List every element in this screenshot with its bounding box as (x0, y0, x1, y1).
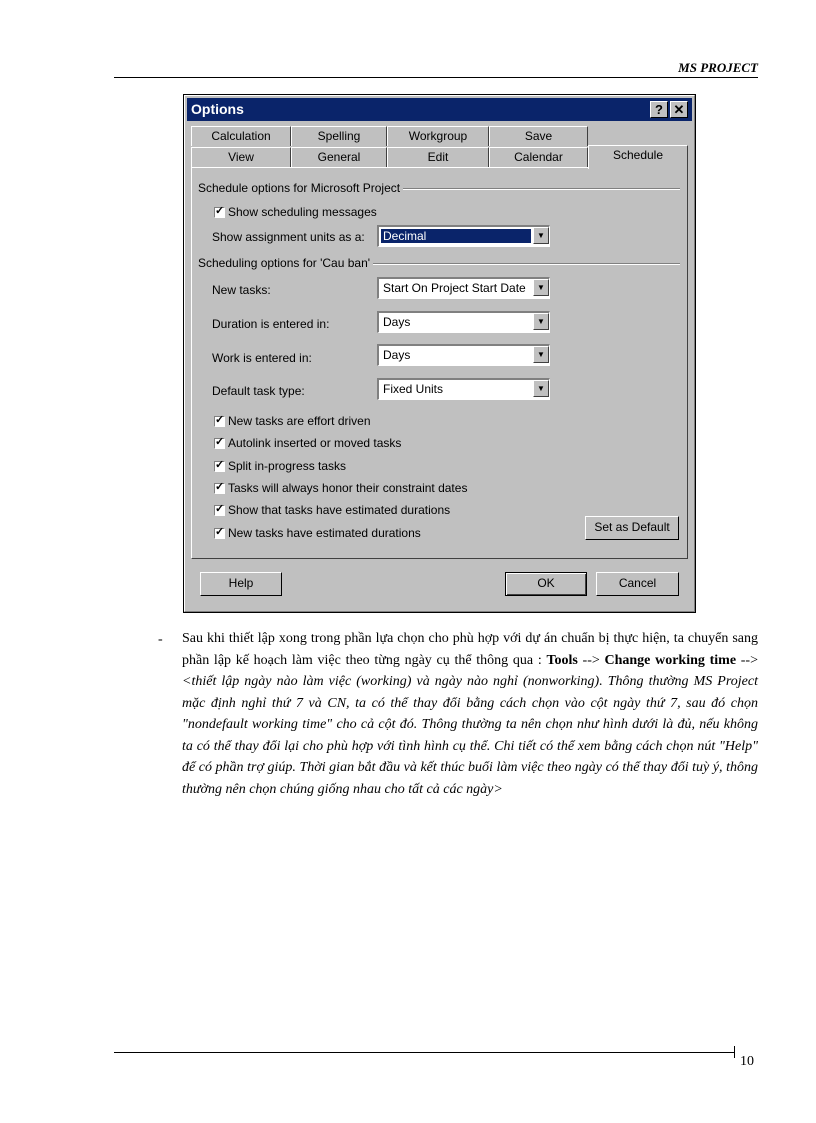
arrow-text: --> (736, 652, 758, 668)
paragraph-italic: <thiết lập ngày nào làm việc (working) và ngày nào nghỉ (nonworking). Thông thường MS Project mặc định nghỉ thứ 7 và CN, ta có thể thay đổi bằng cách chọn vào cột ngày thứ 7, sau đó chọn "nondefault working time" cho cả cột đó. Thông thường ta nên chọn như hình dưới là đủ, nếu không ta có thể thay đổi lại cho phù hợp với tình hình cụ thể. Chi tiết có thể xem bằng cách chọn nút "Help" để có phần trợ giúp. Thời gian bắt đầu và kết thúc buổi làm việc theo ngày có thể thay đổi tuỳ ý, thông thường nên chọn chúng giống nhau cho tất cả các ngày> (182, 674, 758, 797)
tab-view[interactable]: View (191, 147, 291, 167)
close-icon[interactable]: ✕ (670, 101, 688, 118)
tab-workgroup[interactable]: Workgroup (387, 126, 489, 146)
page-number: 10 (740, 1054, 754, 1069)
tab-edit[interactable]: Edit (387, 147, 489, 167)
assignment-units-label: Show assignment units as a: (212, 230, 365, 244)
title-bar[interactable] (187, 98, 692, 121)
chevron-down-icon[interactable]: ▼ (533, 227, 549, 244)
show-scheduling-messages-checkbox[interactable] (214, 207, 225, 218)
new-tasks-select[interactable] (377, 277, 550, 299)
help-button[interactable]: Help (200, 572, 282, 596)
chevron-down-icon[interactable]: ▼ (533, 346, 549, 363)
chevron-down-icon[interactable]: ▼ (533, 380, 549, 397)
duration-label: Duration is entered in: (212, 317, 330, 331)
task-type-label: Default task type: (212, 384, 305, 398)
new-tasks-label: New tasks: (212, 283, 271, 297)
ok-button[interactable]: OK (505, 572, 587, 596)
tab-general[interactable]: General (291, 147, 387, 167)
effort-driven-label: New tasks are effort driven (228, 414, 371, 428)
new-tasks-value: Start On Project Start Date (383, 281, 526, 295)
split-in-progress-label: Split in-progress tasks (228, 459, 347, 473)
group-schedule-options-title: Schedule options for Microsoft Project (198, 181, 403, 195)
paragraph-intro: Sau khi thiết lập xong trong phần lựa chọn cho phù hợp với dự án chuẩn bị thực hiện, ta chuyển sang phần lập kế hoạch làm việc theo từng ngày cụ thể thông qua : (182, 631, 758, 668)
autolink-checkbox[interactable] (214, 438, 225, 449)
change-working-time-text: Change working time (604, 652, 737, 668)
options-dialog (183, 94, 696, 613)
new-estimated-label: New tasks have estimated durations (228, 526, 421, 540)
tab-schedule[interactable]: Schedule (588, 145, 688, 169)
split-in-progress-checkbox[interactable] (214, 461, 225, 472)
tab-calendar[interactable]: Calendar (489, 147, 588, 167)
help-icon[interactable]: ? (650, 101, 668, 118)
task-type-value: Fixed Units (383, 382, 444, 396)
running-header: MS PROJECT (678, 60, 758, 75)
dialog-title: Options (191, 101, 244, 117)
work-select[interactable] (377, 344, 550, 366)
work-label: Work is entered in: (212, 351, 312, 365)
tab-save[interactable]: Save (489, 126, 588, 146)
chevron-down-icon[interactable]: ▼ (533, 313, 549, 330)
duration-value: Days (383, 315, 411, 329)
tools-menu-text: Tools (546, 652, 578, 668)
tab-spelling[interactable]: Spelling (291, 126, 387, 146)
group-scheduling-options-title: Scheduling options for 'Cau ban' (198, 256, 373, 270)
show-estimated-checkbox[interactable] (214, 505, 225, 516)
cancel-button[interactable]: Cancel (596, 572, 679, 596)
chevron-down-icon[interactable]: ▼ (533, 279, 549, 296)
duration-select[interactable] (377, 311, 550, 333)
assignment-units-select[interactable] (377, 225, 550, 247)
autolink-label: Autolink inserted or moved tasks (228, 436, 402, 450)
new-estimated-checkbox[interactable] (214, 528, 225, 539)
honor-constraints-label: Tasks will always honor their constraint dates (228, 481, 468, 495)
effort-driven-checkbox[interactable] (214, 416, 225, 427)
set-as-default-button[interactable]: Set as Default (585, 516, 679, 540)
show-scheduling-messages-label: Show scheduling messages (228, 205, 377, 219)
arrow-text: --> (577, 652, 605, 668)
honor-constraints-checkbox[interactable] (214, 483, 225, 494)
show-estimated-label: Show that tasks have estimated durations (228, 503, 451, 517)
footer-tick (734, 1046, 735, 1058)
footer-rule (114, 1052, 734, 1053)
task-type-select[interactable] (377, 378, 550, 400)
tab-calculation[interactable]: Calculation (191, 126, 291, 146)
bullet-dash: - (158, 632, 163, 647)
assignment-units-value: Decimal (381, 229, 531, 243)
work-value: Days (383, 348, 411, 362)
body-paragraph (182, 628, 758, 800)
header-rule (114, 77, 758, 78)
